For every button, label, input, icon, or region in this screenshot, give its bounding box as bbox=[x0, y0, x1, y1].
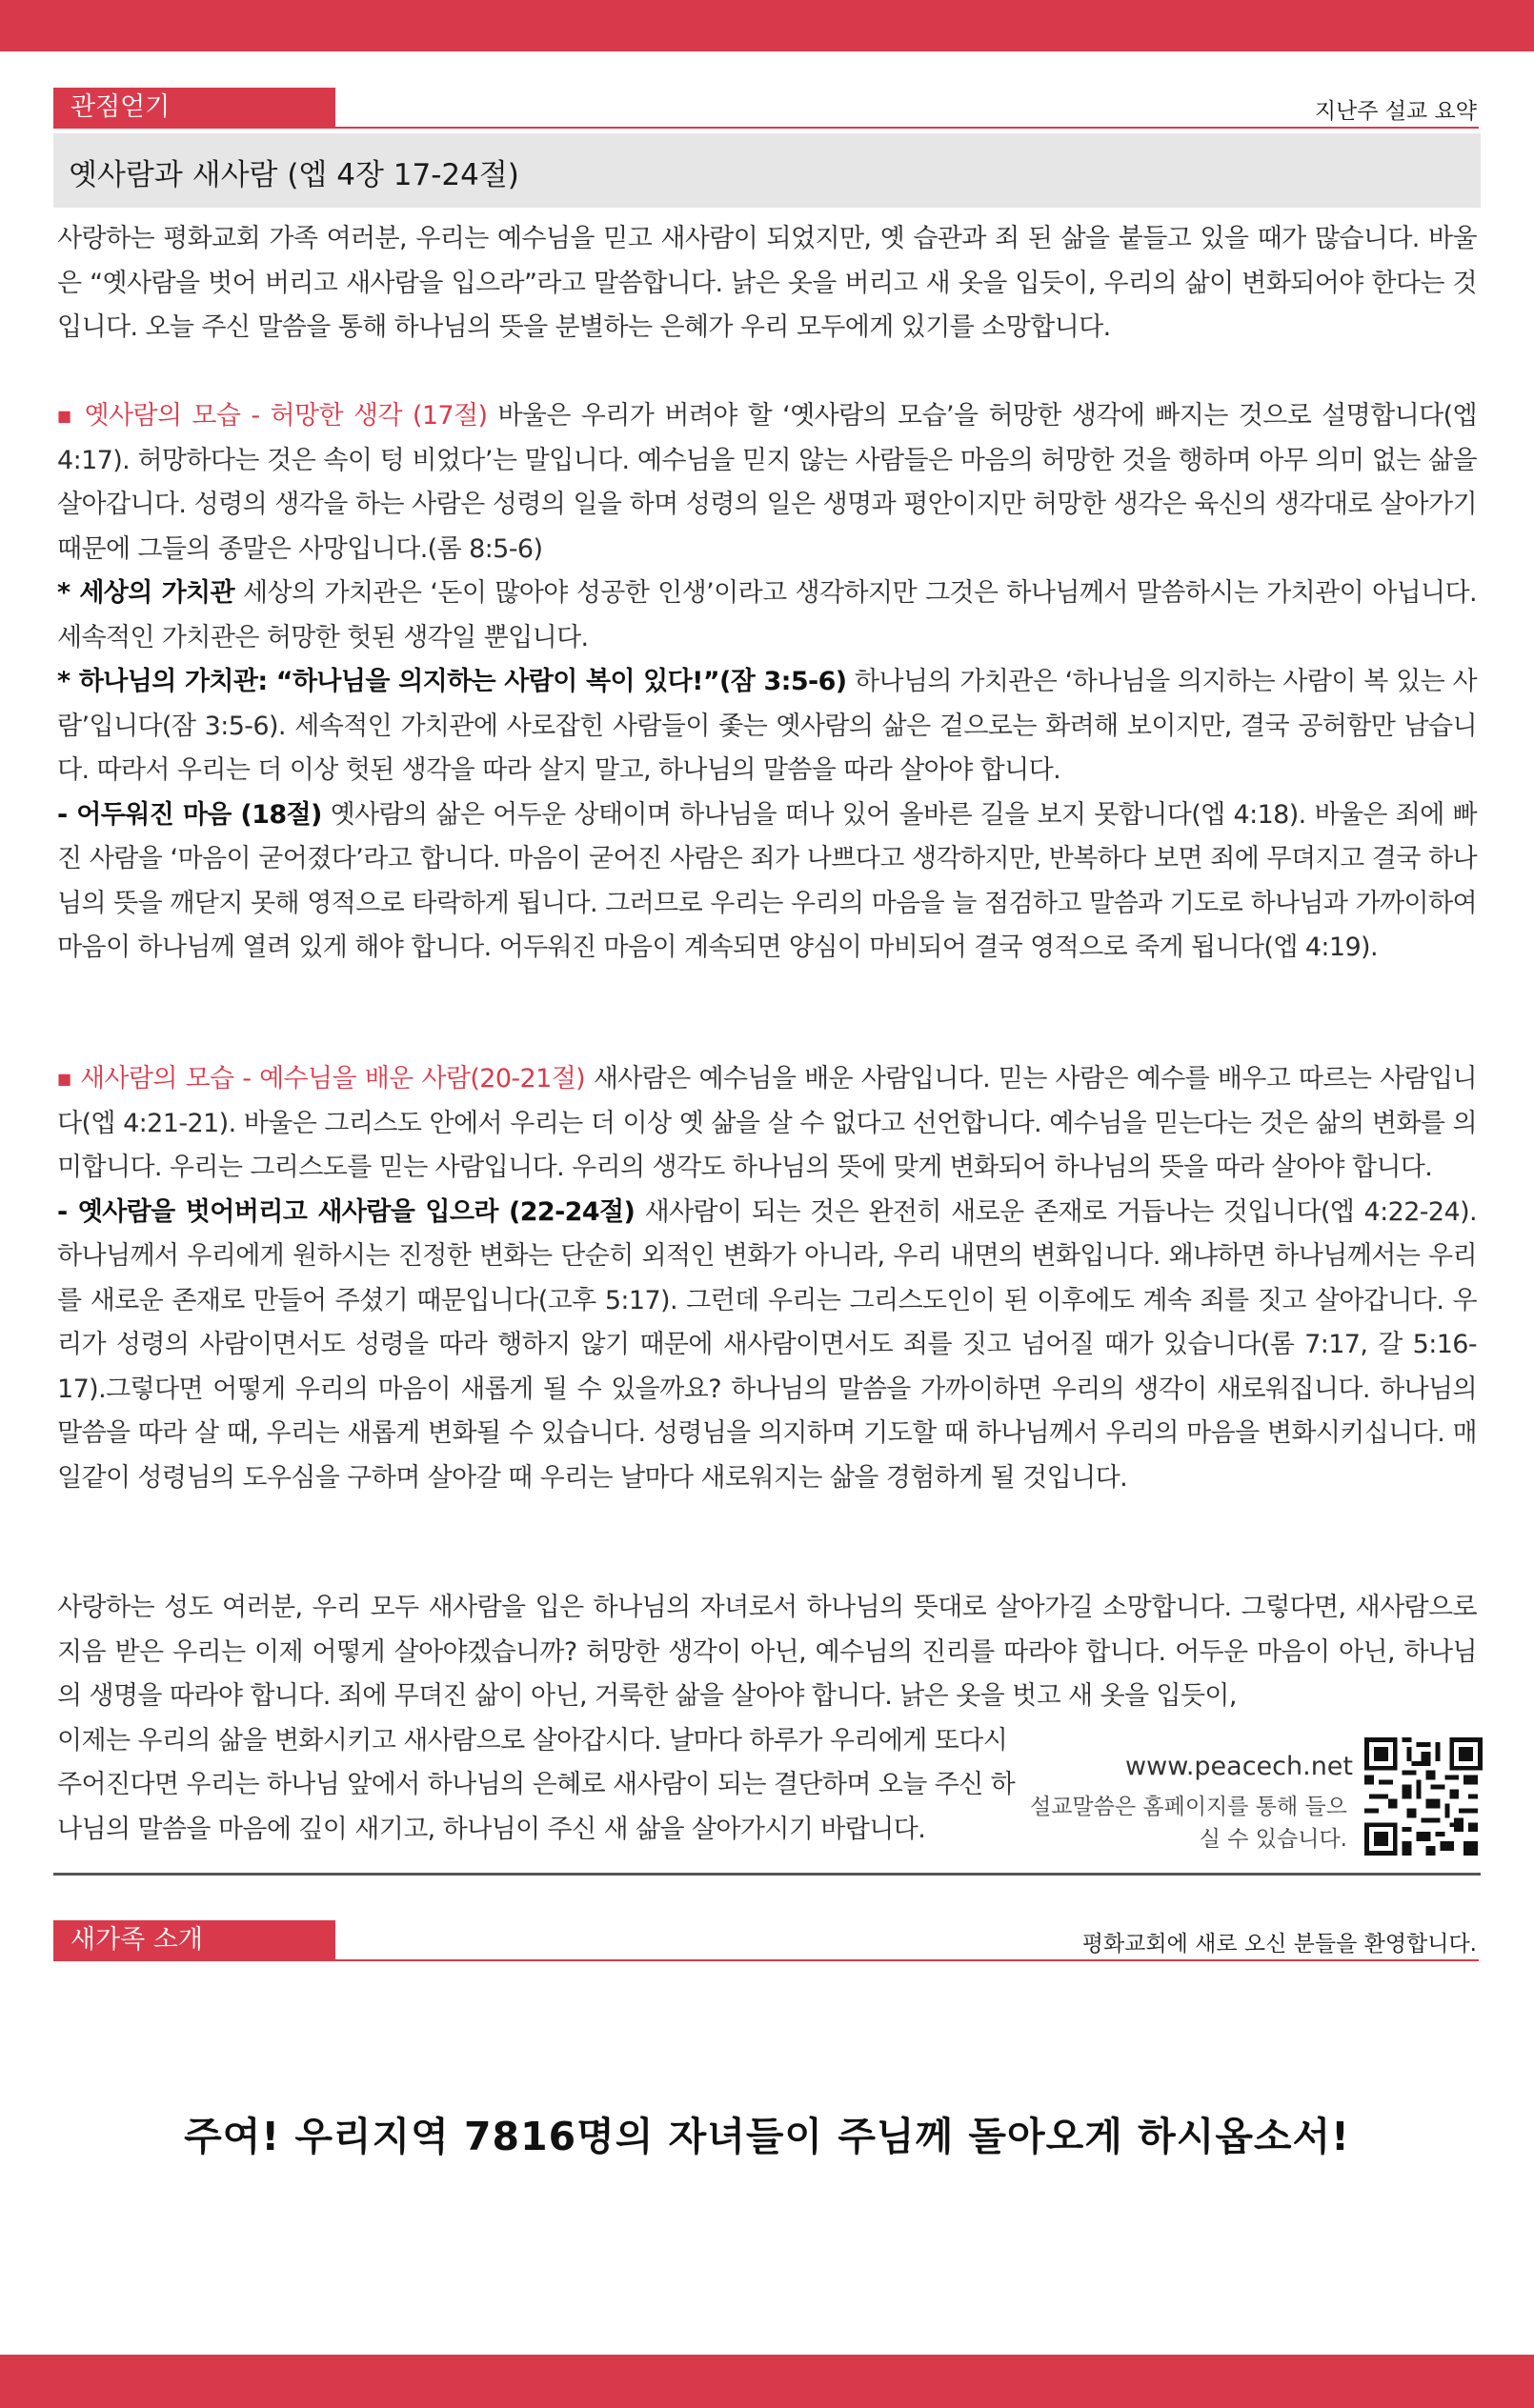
god-values-text: 하나님의 가치관은 ‘하나님을 의지하는 사람이 복 있는 사람’입니다(잠 3:5-6). 세속적인 가치관에 사로잡힌 사람들이 좇는 옛사람의 삶은 겉으로는 화려해 보이지만, 결국 공허함만 남습니다. 따라서 우리는 더 이상 헛된 생각을 따라 살지 말고, 하나님의 말씀을 따라 살아야 합니다. bbox=[57, 667, 1477, 785]
top-accent-band bbox=[0, 0, 1534, 51]
world-values-text: 세상의 가치관은 ‘돈이 많아야 성공한 인생’이라고 생각하지만 그것은 하나님께서 말씀하시는 가치관이 아닙니다. 세속적인 가치관은 허망한 헛된 생각일 뿐입니다. bbox=[57, 578, 1478, 652]
closing-text: 사랑하는 성도 여러분, 우리 모두 새사람을 입은 하나님의 자녀로서 하나님의 뜻대로 살아가길 소망합니다. 그렇다면, 새사람으로 지음 받은 우리는 이제 어떻게 살아야겠습니까? 허망한 생각이 아닌, 예수님의 진리를 따라야 합니다. 어두운 마음이 아닌, 하나님의 생명을 따라야 합니다. 죄에 무뎌진 삶이 아닌, 거룩한 삶을 살아야 합니다. 낡은 옷을 벗고 새 옷을 입듯이, bbox=[57, 1593, 1477, 1711]
square-bullet-icon: ■ bbox=[57, 407, 74, 425]
darkened-heart-label: - 어두워진 마음 (18절) bbox=[57, 799, 322, 830]
newcomers-section-header bbox=[53, 1920, 1479, 1961]
sermon-summary-label: 지난주 설교 요약 bbox=[1314, 99, 1477, 124]
put-on-new-self-label: - 옛사람을 벗어버리고 새사람을 입으라 (22-24절) bbox=[57, 1196, 636, 1227]
world-values-label: * 세상의 가치관 bbox=[57, 578, 235, 608]
old-self-section bbox=[57, 394, 1477, 971]
old-self-text: 바울은 우리가 버려야 할 ‘옛사람의 모습’을 허망한 생각에 빠지는 것으로 설명합니다(엡 4:17). 허망하다는 것은 속이 텅 비었다’는 말입니다. 예수님을 믿지 않는 사람들은 마음의 허망한 것을 행하며 아무 의미 없는 삶을 살아갑니다. 성령의 생각을 하는 사람은 성령의 일을 하며 성령의 일은 생명과 평안이지만 허망한 생각은 육신의 생각대로 살아가기 때문에 그들의 종말은 사망입니다.(롬 8:5-6) bbox=[57, 401, 1477, 564]
darkened-heart-paragraph bbox=[57, 793, 1477, 971]
new-self-heading: 새사람의 모습 - 예수님을 배운 사람(20-21절) bbox=[79, 1064, 586, 1094]
prayer-slogan: 주여! 우리지역 7816명의 자녀들이 주님께 돌아오게 하시옵소서! bbox=[184, 2114, 1350, 2159]
god-values-paragraph bbox=[57, 660, 1477, 793]
put-on-new-self-text: 새사람이 되는 것은 완전히 새로운 존재로 거듭나는 것입니다(엡 4:22-24). 하나님께서 우리에게 원하시는 진정한 변화는 단순히 외적인 변화가 아니라, 우리 내면의 변화입니다. 왜냐하면 하나님께서는 우리를 새로운 존재로 만들어 주셨기 때문입니다(고후 5:17). 그런데 우리는 그리스도인이 된 이후에도 계속 죄를 짓고 살아갑니다. 우리가 성령의 사람이면서도 성령을 따라 행하지 않기 때문에 새사람이면서도 죄를 짓고 넘어질 때가 있습니다(롬 7:17, 갈 5:16-17).그렇다면 어떻게 우리의 마음이 새롭게 될 수 있을까요? 하나님의 말씀을 가까이하면 우리의 생각이 새로워집니다. 하나님의 말씀을 따라 살 때, 우리는 새롭게 변화될 수 있습니다. 성령님을 의지하며 기도할 때 하나님께서 우리의 마음을 변화시키십니다. 매일같이 성령님의 도우심을 구하며 살아갈 때 우리는 날마다 새로워지는 삶을 경험하게 될 것입니다. bbox=[57, 1196, 1477, 1493]
old-self-paragraph bbox=[57, 394, 1477, 572]
god-values-label: * 하나님의 가치관: “하나님을 의지하는 사람이 복이 있다!”(잠 3:5-6) bbox=[57, 667, 847, 696]
sermon-title: 옛사람과 새사람 (엡 4장 17-24절) bbox=[69, 158, 519, 192]
section-divider bbox=[53, 1873, 1481, 1876]
closing-text-continued: 이제는 우리의 삶을 변화시키고 새사람으로 살아갑시다. 날마다 하루가 우리에게 또다시 주어진다면 우리는 하나님 앞에서 하나님의 은혜로 새사람이 되는 결단하며 오늘 주신 하나님의 말씀을 마음에 깊이 새기고, 하나님이 주신 새 삶을 살아가시기 바랍니다. bbox=[57, 1725, 1016, 1844]
qr-code-icon[interactable] bbox=[1364, 1737, 1483, 1856]
bottom-accent-band bbox=[0, 2355, 1534, 2408]
darkened-heart-text: 옛사람의 삶은 어두운 상태이며 하나님을 떠나 있어 올바른 길을 보지 못합니다(엡 4:18). 바울은 죄에 빠진 사람을 ‘마음이 굳어졌다’라고 합니다. 마음이 굳어진 사람은 죄가 나쁘다고 생각하지만, 반복하다 보면 죄에 무뎌지고 결국 하나님의 뜻을 깨닫지 못해 영적으로 타락하게 됩니다. 그러므로 우리는 우리의 마음을 늘 점검하고 말씀과 기도로 하나님과 가까이하여 마음이 하나님께 열려 있게 해야 합니다. 어두워진 마음이 계속되면 양심이 마비되어 결국 영적으로 죽게 됩니다(엡 4:19). bbox=[57, 799, 1478, 962]
sermon-section-tag: 관점얻기 bbox=[53, 88, 335, 127]
section-rule bbox=[53, 1959, 1479, 1961]
website-note: 설교말씀은 홈페이지를 통해 들으실 수 있습니다. bbox=[1030, 1795, 1347, 1852]
sermon-title-box bbox=[53, 133, 1481, 208]
sermon-intro: 사랑하는 평화교회 가족 여러분, 우리는 예수님을 믿고 새사람이 되었지만, 옛 습관과 죄 된 삶을 붙들고 있을 때가 많습니다. 바울은 “옛사람을 벗어 버리고 새사람을 입으라”라고 말씀합니다. 낡은 옷을 버리고 새 옷을 입듯이, 우리의 삶이 변화되어야 한다는 것입니다. 오늘 주신 말씀을 통해 하나님의 뜻을 분별하는 은혜가 우리 모두에게 있기를 소망합니다. bbox=[57, 224, 1477, 342]
put-on-new-self-paragraph bbox=[57, 1191, 1477, 1501]
website-link[interactable]: www.peacech.net bbox=[1125, 1752, 1353, 1781]
old-self-heading: 옛사람의 모습 - 허망한 생각 (17절) bbox=[84, 401, 488, 431]
new-self-section bbox=[57, 1057, 1477, 1500]
new-self-paragraph bbox=[57, 1057, 1477, 1191]
newcomers-section-tag: 새가족 소개 bbox=[53, 1920, 335, 1959]
newcomers-welcome-label: 평화교회에 새로 오신 분들을 환영합니다. bbox=[1081, 1932, 1477, 1956]
section-rule bbox=[53, 127, 1479, 129]
new-self-text: 새사람은 예수님을 배운 사람입니다. 믿는 사람은 예수를 배우고 따르는 사람입니다(엡 4:21-21). 바울은 그리스도 안에서 우리는 더 이상 옛 삶을 살 수 없다고 선언합니다. 예수님을 믿는다는 것은 삶의 변화를 의미합니다. 우리는 그리스도를 믿는 사람입니다. 우리의 생각도 하나님의 뜻에 맞게 변화되어 하나님의 뜻을 따라 살아야 합니다. bbox=[57, 1064, 1477, 1182]
sermon-section-header bbox=[53, 88, 1479, 129]
world-values-paragraph bbox=[57, 572, 1477, 660]
square-bullet-icon: ■ bbox=[57, 1070, 72, 1088]
